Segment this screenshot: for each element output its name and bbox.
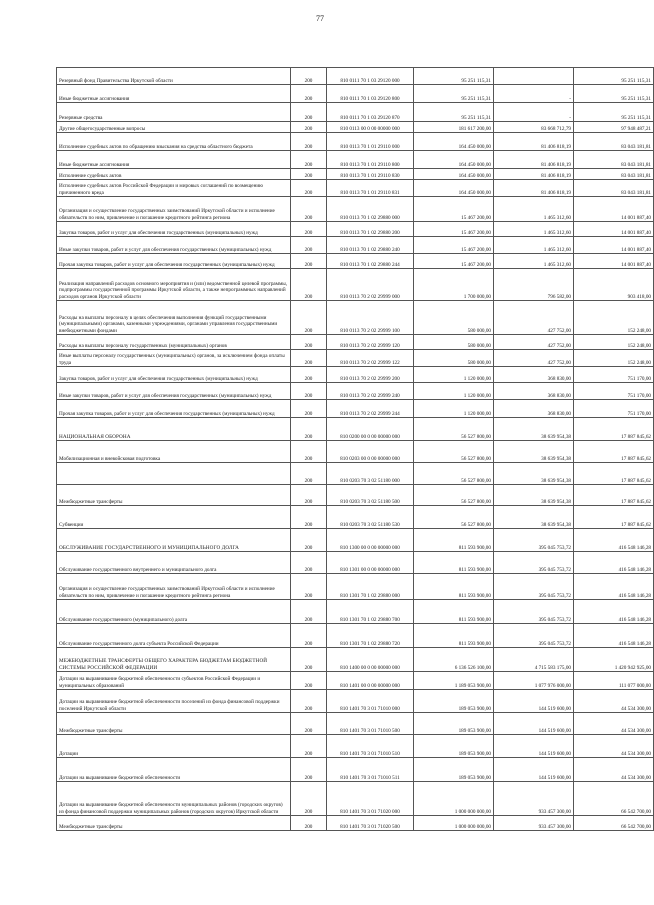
row-remaining-cell: 17 887 845,62 xyxy=(574,441,654,463)
row-remaining-cell: 751 170,00 xyxy=(574,383,654,400)
row-executed-cell: 38 639 954,38 xyxy=(494,485,574,506)
row-approved-cell: 1 700 000,00 xyxy=(414,269,494,301)
row-approved-cell: 189 053 900,00 xyxy=(414,735,494,758)
row-approved-cell: 811 593 900,00 xyxy=(414,552,494,574)
row-approved-cell: 95 251 115,31 xyxy=(414,103,494,122)
table-row xyxy=(57,122,654,133)
row-classification-code-cell: 810 0113 70 1 01 29110 800 xyxy=(327,151,414,169)
row-approved-cell: 56 527 800,00 xyxy=(414,463,494,485)
row-remaining-cell: 17 887 845,62 xyxy=(574,463,654,485)
row-classification-code-cell: 810 0113 70 1 02 29880 200 xyxy=(327,222,414,237)
row-admin-code-cell: 200 xyxy=(291,552,327,574)
row-executed-cell: 427 752,00 xyxy=(494,301,574,335)
row-name-cell: Дотации на выравнивание бюджетной обеспеченности муниципальных районов (городских округов) из фонда финансовой поддержки муниципальных районов (городских округов) Иркутской области xyxy=(57,782,291,816)
row-name-cell: Закупка товаров, работ и услуг для обеспечения государственных (муниципальных) нужд xyxy=(57,222,291,237)
row-admin-code-cell: 200 xyxy=(291,350,327,367)
row-name-cell: Другие общегосударственные вопросы xyxy=(57,122,291,133)
row-classification-code-cell: 810 0113 70 1 01 29110 831 xyxy=(327,180,414,197)
table-row xyxy=(57,301,654,335)
row-name-cell: Резервный фонд Правительства Иркутской области xyxy=(57,68,291,85)
row-executed-cell: 144 519 600,00 xyxy=(494,735,574,758)
row-remaining-cell: 14 001 887,40 xyxy=(574,197,654,222)
row-name-cell: Межбюджетные трансферты xyxy=(57,816,291,831)
row-name-cell: Прочая закупка товаров, работ и услуг для обеспечения государственных (муниципальных) нужд xyxy=(57,254,291,269)
row-approved-cell: 164 450 000,00 xyxy=(414,133,494,151)
row-approved-cell: 811 593 900,00 xyxy=(414,529,494,552)
row-admin-code-cell: 200 xyxy=(291,506,327,529)
row-name-cell: Исполнение судебных актов xyxy=(57,169,291,180)
row-classification-code-cell: 810 0111 70 1 03 29120 000 xyxy=(327,68,414,85)
row-executed-cell: 1 465 312,60 xyxy=(494,254,574,269)
row-name-cell: Мобилизационная и вневойсковая подготовка xyxy=(57,441,291,463)
row-remaining-cell: 111 077 000,00 xyxy=(574,672,654,690)
row-name-cell: ОБСЛУЖИВАНИЕ ГОСУДАРСТВЕННОГО И МУНИЦИПАЛЬНОГО ДОЛГА xyxy=(57,529,291,552)
row-approved-cell: 56 527 800,00 xyxy=(414,485,494,506)
row-name-cell: Реализация направлений расходов основного мероприятия и (или) ведомственной целевой программы, подпрограммы государственной программы Иркутской области, а также непрограммных направлений расходов органов Иркутской области xyxy=(57,269,291,301)
row-remaining-cell: 83 043 181,81 xyxy=(574,151,654,169)
table-row xyxy=(57,485,654,506)
row-executed-cell: 395 045 753,72 xyxy=(494,624,574,648)
budget-execution-table xyxy=(56,67,654,831)
row-admin-code-cell: 200 xyxy=(291,600,327,624)
row-remaining-cell: 14 001 887,40 xyxy=(574,254,654,269)
row-approved-cell: 15 467 200,00 xyxy=(414,222,494,237)
row-admin-code-cell: 200 xyxy=(291,133,327,151)
row-approved-cell: 1 000 000 000,00 xyxy=(414,816,494,831)
row-name-cell: Дотации на выравнивание бюджетной обеспеченности субъектов Российской Федерации и муниципальных образований xyxy=(57,672,291,690)
row-remaining-cell: 44 534 300,00 xyxy=(574,758,654,782)
row-admin-code-cell: 200 xyxy=(291,169,327,180)
row-executed-cell: 1 465 312,60 xyxy=(494,237,574,254)
row-approved-cell: 811 593 900,00 xyxy=(414,574,494,600)
row-approved-cell: 15 467 200,00 xyxy=(414,197,494,222)
row-admin-code-cell: 200 xyxy=(291,367,327,383)
row-name-cell: Иные выплаты персоналу государственных (муниципальных) органов, за исключением фонда оплаты труда xyxy=(57,350,291,367)
row-name-cell: Обслуживание государственного долга субъекта Российской Федерации xyxy=(57,624,291,648)
row-name-cell: Иные закупки товаров, работ и услуг для обеспечения государственных (муниципальных) нужд xyxy=(57,383,291,400)
row-remaining-cell: 1 420 942 925,00 xyxy=(574,648,654,672)
row-approved-cell: 1 189 053 900,00 xyxy=(414,672,494,690)
row-remaining-cell: 416 548 146,28 xyxy=(574,529,654,552)
row-remaining-cell: 66 542 700,00 xyxy=(574,782,654,816)
row-approved-cell: 181 617 200,00 xyxy=(414,122,494,133)
row-remaining-cell: 416 548 146,28 xyxy=(574,574,654,600)
table-row xyxy=(57,237,654,254)
row-remaining-cell: 95 251 115,31 xyxy=(574,68,654,85)
row-classification-code-cell: 810 0111 70 1 03 29120 870 xyxy=(327,103,414,122)
table-row xyxy=(57,758,654,782)
row-name-cell: Расходы на выплаты персоналу в целях обеспечения выполнения функций государственными (муниципальными) органами, казенными учреждениями, органами управления государственными внебюджетными фондами xyxy=(57,301,291,335)
table-row xyxy=(57,529,654,552)
page-number: 77 xyxy=(316,14,324,23)
table-row xyxy=(57,197,654,222)
row-name-cell: Иные бюджетные ассигнования xyxy=(57,151,291,169)
table-body xyxy=(57,68,654,831)
row-remaining-cell: 152 248,00 xyxy=(574,301,654,335)
row-executed-cell: 1 465 312,60 xyxy=(494,222,574,237)
row-executed-cell: 83 668 712,79 xyxy=(494,122,574,133)
row-remaining-cell: 83 043 181,81 xyxy=(574,133,654,151)
table-row xyxy=(57,672,654,690)
row-executed-cell: 81 406 818,19 xyxy=(494,169,574,180)
row-classification-code-cell: 810 1301 70 1 02 29880 720 xyxy=(327,624,414,648)
row-classification-code-cell: 810 1400 00 0 00 00000 000 xyxy=(327,648,414,672)
row-classification-code-cell: 810 0113 70 2 02 29999 000 xyxy=(327,269,414,301)
row-classification-code-cell: 810 1401 70 3 01 71010 000 xyxy=(327,690,414,713)
row-admin-code-cell: 200 xyxy=(291,816,327,831)
row-classification-code-cell: 810 0203 70 3 02 51180 530 xyxy=(327,506,414,529)
row-remaining-cell: 95 251 115,31 xyxy=(574,103,654,122)
row-approved-cell: 580 000,00 xyxy=(414,335,494,350)
row-executed-cell: 144 519 600,00 xyxy=(494,758,574,782)
table-row xyxy=(57,648,654,672)
row-classification-code-cell: 810 1401 70 3 01 71010 500 xyxy=(327,713,414,735)
row-admin-code-cell: 200 xyxy=(291,237,327,254)
row-executed-cell: 933 457 300,00 xyxy=(494,782,574,816)
row-admin-code-cell: 200 xyxy=(291,624,327,648)
row-admin-code-cell: 200 xyxy=(291,418,327,441)
row-approved-cell: 1 120 000,00 xyxy=(414,367,494,383)
row-approved-cell: 56 527 800,00 xyxy=(414,441,494,463)
row-executed-cell: 38 639 954,38 xyxy=(494,506,574,529)
row-classification-code-cell: 810 0113 70 1 02 29880 000 xyxy=(327,197,414,222)
row-executed-cell: 427 752,00 xyxy=(494,350,574,367)
row-executed-cell: 81 406 818,19 xyxy=(494,151,574,169)
row-executed-cell: 81 406 818,19 xyxy=(494,180,574,197)
table-row xyxy=(57,463,654,485)
row-name-cell: Межбюджетные трансферты xyxy=(57,713,291,735)
table-row xyxy=(57,383,654,400)
row-classification-code-cell: 810 0113 70 2 02 29999 122 xyxy=(327,350,414,367)
table-row xyxy=(57,103,654,122)
row-admin-code-cell: 200 xyxy=(291,648,327,672)
row-remaining-cell: 416 548 146,28 xyxy=(574,552,654,574)
row-classification-code-cell: 810 1401 70 3 01 71020 500 xyxy=(327,816,414,831)
row-admin-code-cell: 200 xyxy=(291,782,327,816)
row-name-cell: Дотации на выравнивание бюджетной обеспеченности xyxy=(57,758,291,782)
row-admin-code-cell: 200 xyxy=(291,672,327,690)
row-name-cell: Организация и осуществление государственных заимствований Иркутской области и исполнение обязательств по ним, привлечение и погашение кредитного рейтинга региона xyxy=(57,197,291,222)
table-row xyxy=(57,574,654,600)
row-name-cell: Дотации на выравнивание бюджетной обеспеченности поселений из фонда финансовой поддержки поселений Иркутской области xyxy=(57,690,291,713)
row-classification-code-cell: 810 0113 70 1 01 29110 000 xyxy=(327,133,414,151)
row-admin-code-cell: 200 xyxy=(291,485,327,506)
table-row xyxy=(57,169,654,180)
row-admin-code-cell: 200 xyxy=(291,68,327,85)
row-remaining-cell: 17 887 845,62 xyxy=(574,506,654,529)
row-admin-code-cell: 200 xyxy=(291,463,327,485)
row-remaining-cell: 152 248,00 xyxy=(574,335,654,350)
row-admin-code-cell: 200 xyxy=(291,197,327,222)
row-classification-code-cell: 810 0113 70 1 01 29110 830 xyxy=(327,169,414,180)
row-approved-cell: 1 000 000 000,00 xyxy=(414,782,494,816)
row-classification-code-cell: 810 1301 00 0 00 00000 000 xyxy=(327,552,414,574)
row-approved-cell: 95 251 115,31 xyxy=(414,85,494,103)
row-classification-code-cell: 810 1300 00 0 00 00000 000 xyxy=(327,529,414,552)
row-name-cell: Иные закупки товаров, работ и услуг для обеспечения государственных (муниципальных) нужд xyxy=(57,237,291,254)
row-admin-code-cell: 200 xyxy=(291,122,327,133)
row-name-cell: Субвенции xyxy=(57,506,291,529)
row-name-cell: Обслуживание государственного внутреннего и муниципального долга xyxy=(57,552,291,574)
row-classification-code-cell: 810 0111 70 1 03 29120 800 xyxy=(327,85,414,103)
table-row xyxy=(57,418,654,441)
row-executed-cell: - xyxy=(494,85,574,103)
row-admin-code-cell: 200 xyxy=(291,180,327,197)
table-row xyxy=(57,151,654,169)
row-executed-cell: 796 582,00 xyxy=(494,269,574,301)
row-admin-code-cell: 200 xyxy=(291,254,327,269)
table-row xyxy=(57,816,654,831)
table-row xyxy=(57,735,654,758)
row-executed-cell: 1 077 976 000,00 xyxy=(494,672,574,690)
table-row xyxy=(57,367,654,383)
row-executed-cell: 427 752,00 xyxy=(494,335,574,350)
row-remaining-cell: 14 001 887,40 xyxy=(574,237,654,254)
row-remaining-cell: 95 251 115,31 xyxy=(574,85,654,103)
row-classification-code-cell: 810 0113 70 1 02 29880 244 xyxy=(327,254,414,269)
row-approved-cell: 164 450 000,00 xyxy=(414,151,494,169)
table-row xyxy=(57,552,654,574)
row-approved-cell: 164 450 000,00 xyxy=(414,169,494,180)
row-classification-code-cell: 810 0113 70 1 02 29880 240 xyxy=(327,237,414,254)
row-executed-cell: 368 830,00 xyxy=(494,383,574,400)
row-executed-cell: 395 045 753,72 xyxy=(494,574,574,600)
row-executed-cell: - xyxy=(494,103,574,122)
row-approved-cell: 6 136 526 100,00 xyxy=(414,648,494,672)
row-name-cell: Исполнение судебных актов Российской Федерации и мировых соглашений по возмещению причиненного вреда xyxy=(57,180,291,197)
row-classification-code-cell: 810 0113 70 2 02 29999 244 xyxy=(327,400,414,418)
row-classification-code-cell: 810 0200 00 0 00 00000 000 xyxy=(327,418,414,441)
row-admin-code-cell: 200 xyxy=(291,713,327,735)
row-remaining-cell: 751 170,00 xyxy=(574,367,654,383)
row-classification-code-cell: 810 0203 70 3 02 51180 000 xyxy=(327,463,414,485)
row-executed-cell: 1 465 312,60 xyxy=(494,197,574,222)
row-approved-cell: 580 000,00 xyxy=(414,350,494,367)
table-row xyxy=(57,782,654,816)
row-classification-code-cell: 810 0113 70 2 02 29999 200 xyxy=(327,367,414,383)
row-remaining-cell: 751 170,00 xyxy=(574,400,654,418)
table-row xyxy=(57,269,654,301)
row-classification-code-cell: 810 0113 70 2 02 29999 100 xyxy=(327,301,414,335)
row-name-cell: Резервные средства xyxy=(57,103,291,122)
row-remaining-cell: 44 534 300,00 xyxy=(574,690,654,713)
row-admin-code-cell: 200 xyxy=(291,690,327,713)
table-row xyxy=(57,335,654,350)
row-classification-code-cell: 810 0203 70 3 02 51180 500 xyxy=(327,485,414,506)
row-name-cell: Закупка товаров, работ и услуг для обеспечения государственных (муниципальных) нужд xyxy=(57,367,291,383)
row-remaining-cell: 903 418,00 xyxy=(574,269,654,301)
row-remaining-cell: 152 248,00 xyxy=(574,350,654,367)
table-row xyxy=(57,624,654,648)
row-admin-code-cell: 200 xyxy=(291,574,327,600)
row-approved-cell: 15 467 200,00 xyxy=(414,237,494,254)
row-executed-cell: 144 519 600,00 xyxy=(494,690,574,713)
row-executed-cell: 933 457 300,00 xyxy=(494,816,574,831)
row-remaining-cell: 416 548 146,28 xyxy=(574,624,654,648)
row-admin-code-cell: 200 xyxy=(291,529,327,552)
row-admin-code-cell: 200 xyxy=(291,103,327,122)
row-classification-code-cell: 810 1401 00 0 00 00000 000 xyxy=(327,672,414,690)
row-remaining-cell: 44 534 300,00 xyxy=(574,735,654,758)
row-admin-code-cell: 200 xyxy=(291,151,327,169)
row-admin-code-cell: 200 xyxy=(291,301,327,335)
row-executed-cell: 368 830,00 xyxy=(494,400,574,418)
table-row xyxy=(57,85,654,103)
row-approved-cell: 15 467 200,00 xyxy=(414,254,494,269)
table-row xyxy=(57,441,654,463)
row-executed-cell xyxy=(494,68,574,85)
row-admin-code-cell: 200 xyxy=(291,383,327,400)
row-executed-cell: 38 639 954,38 xyxy=(494,441,574,463)
row-name-cell: Дотации xyxy=(57,735,291,758)
row-executed-cell: 395 045 753,72 xyxy=(494,600,574,624)
table-row xyxy=(57,350,654,367)
row-remaining-cell: 44 534 300,00 xyxy=(574,713,654,735)
row-name-cell: Прочая закупка товаров, работ и услуг для обеспечения государственных (муниципальных) нужд xyxy=(57,400,291,418)
row-classification-code-cell: 810 0113 70 2 02 29999 240 xyxy=(327,383,414,400)
row-admin-code-cell: 200 xyxy=(291,335,327,350)
row-admin-code-cell: 200 xyxy=(291,441,327,463)
row-executed-cell: 38 639 954,38 xyxy=(494,418,574,441)
row-name-cell: Межбюджетные трансферты xyxy=(57,485,291,506)
row-name-cell: МЕЖБЮДЖЕТНЫЕ ТРАНСФЕРТЫ ОБЩЕГО ХАРАКТЕРА БЮДЖЕТАМ БЮДЖЕТНОЙ СИСТЕМЫ РОССИЙСКОЙ ФЕДЕРАЦИИ xyxy=(57,648,291,672)
row-classification-code-cell: 810 1401 70 3 01 71020 000 xyxy=(327,782,414,816)
row-admin-code-cell: 200 xyxy=(291,222,327,237)
table-row xyxy=(57,133,654,151)
row-executed-cell: 81 406 818,19 xyxy=(494,133,574,151)
row-admin-code-cell: 200 xyxy=(291,269,327,301)
row-admin-code-cell: 200 xyxy=(291,85,327,103)
row-remaining-cell: 17 887 845,62 xyxy=(574,418,654,441)
row-admin-code-cell: 200 xyxy=(291,735,327,758)
row-approved-cell: 164 450 000,00 xyxy=(414,180,494,197)
row-remaining-cell: 17 887 845,62 xyxy=(574,485,654,506)
row-executed-cell: 395 045 753,72 xyxy=(494,529,574,552)
row-classification-code-cell: 810 1301 70 1 02 29880 700 xyxy=(327,600,414,624)
row-approved-cell: 811 593 900,00 xyxy=(414,600,494,624)
table-row xyxy=(57,180,654,197)
row-approved-cell: 189 053 900,00 xyxy=(414,758,494,782)
row-remaining-cell: 14 001 887,40 xyxy=(574,222,654,237)
row-approved-cell: 189 053 900,00 xyxy=(414,713,494,735)
row-name-cell: Иные бюджетные ассигнования xyxy=(57,85,291,103)
row-classification-code-cell: 810 0113 00 0 00 00000 000 xyxy=(327,122,414,133)
row-classification-code-cell: 810 1401 70 3 01 71010 510 xyxy=(327,735,414,758)
table-row xyxy=(57,400,654,418)
row-name-cell: Обслуживание государственного (муниципального) долга xyxy=(57,600,291,624)
row-remaining-cell: 83 043 181,81 xyxy=(574,180,654,197)
row-classification-code-cell: 810 0113 70 2 02 29999 120 xyxy=(327,335,414,350)
row-approved-cell: 1 120 000,00 xyxy=(414,383,494,400)
table-row xyxy=(57,690,654,713)
row-approved-cell: 1 120 000,00 xyxy=(414,400,494,418)
row-executed-cell: 4 715 583 175,00 xyxy=(494,648,574,672)
row-classification-code-cell: 810 1301 70 1 02 29880 000 xyxy=(327,574,414,600)
row-classification-code-cell: 810 1401 70 3 01 71010 511 xyxy=(327,758,414,782)
row-approved-cell: 580 000,00 xyxy=(414,301,494,335)
table-row xyxy=(57,254,654,269)
row-remaining-cell: 416 548 146,28 xyxy=(574,600,654,624)
row-approved-cell: 56 527 800,00 xyxy=(414,418,494,441)
table-row xyxy=(57,713,654,735)
row-executed-cell: 38 639 954,38 xyxy=(494,463,574,485)
row-approved-cell: 56 527 800,00 xyxy=(414,506,494,529)
row-remaining-cell: 83 043 181,81 xyxy=(574,169,654,180)
row-name-cell xyxy=(57,463,291,485)
row-name-cell: Расходы на выплаты персоналу государственных (муниципальных) органов xyxy=(57,335,291,350)
row-name-cell: Исполнение судебных актов по обращению взыскания на средства областного бюджета xyxy=(57,133,291,151)
row-classification-code-cell: 810 0203 00 0 00 00000 000 xyxy=(327,441,414,463)
table-row xyxy=(57,506,654,529)
row-admin-code-cell: 200 xyxy=(291,758,327,782)
row-executed-cell: 144 519 600,00 xyxy=(494,713,574,735)
row-approved-cell: 95 251 115,31 xyxy=(414,68,494,85)
row-remaining-cell: 66 542 700,00 xyxy=(574,816,654,831)
row-name-cell: Организация и осуществление государственных заимствований Иркутской области и исполнение обязательств по ним, привлечение и погашение кредитного рейтинга региона xyxy=(57,574,291,600)
row-remaining-cell: 97 948 487,21 xyxy=(574,122,654,133)
row-executed-cell: 368 830,00 xyxy=(494,367,574,383)
row-name-cell: НАЦИОНАЛЬНАЯ ОБОРОНА xyxy=(57,418,291,441)
row-approved-cell: 189 053 900,00 xyxy=(414,690,494,713)
table-row xyxy=(57,68,654,85)
row-admin-code-cell: 200 xyxy=(291,400,327,418)
table-row xyxy=(57,600,654,624)
row-approved-cell: 811 593 900,00 xyxy=(414,624,494,648)
table-row xyxy=(57,222,654,237)
row-executed-cell: 395 045 753,72 xyxy=(494,552,574,574)
